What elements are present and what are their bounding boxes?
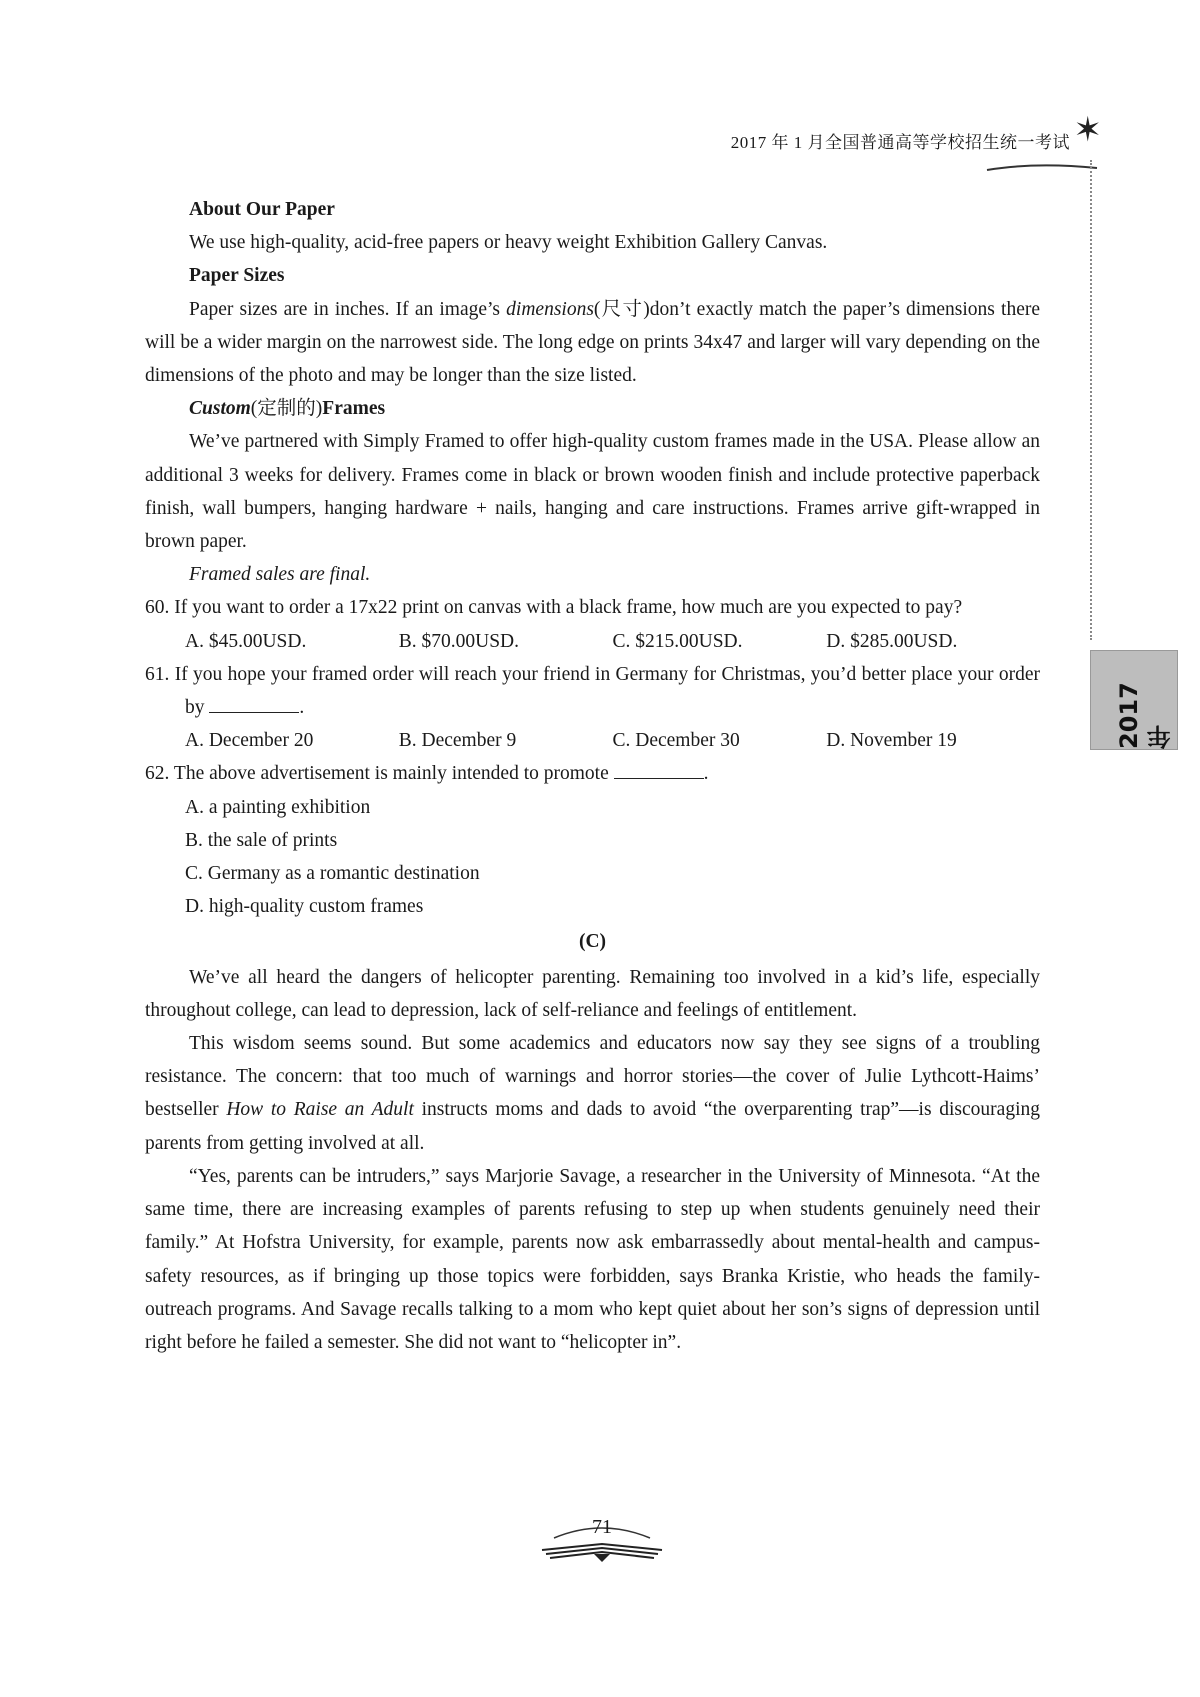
passage-c-paragraph-3: “Yes, parents can be intruders,” says Marjorie Savage, a researcher in the University of Minnesota. “At the same time, there are increasing examples of parents refusing to step up when students genuinely need their family.” At Hofstra University, for example, parents now ask embarrassedly about mental-health and campus-safety resources, as if bringing up those topics were forbidden, says Branka Kristie, who heads the family-outreach programs. And Savage recalls talking to a mom who kept quiet about her son’s signs of depression until right before he failed a semester. She did not want to “helicopter in”.	[145, 1165, 1040, 1353]
option-b: B. the sale of prints	[185, 829, 338, 851]
about-text: We use high-quality, acid-free papers or heavy weight Exhibition Gallery Canvas.	[189, 232, 828, 254]
option-d: D. November 19	[826, 730, 957, 752]
frames-text: We’ve partnered with Simply Framed to offer high-quality custom frames made in the USA. Please allow an additional 3 weeks for delivery. Frames come in black or brown wooden finish and include protective paperback finish, wall bumpers, hanging hardware + nails, hanging and care instructions. Frames arrive gift-wrapped in brown paper.	[145, 431, 1040, 553]
book-title: How to Raise an Adult	[226, 1099, 414, 1121]
option-c: C. December 30	[612, 730, 740, 752]
margin-dotted-line	[1090, 160, 1092, 640]
question-62	[145, 757, 1040, 923]
exam-header-title: 2017 年 1 月全国普通高等学校招生统一考试	[730, 133, 1070, 152]
option-b: B. December 9	[398, 730, 517, 752]
option-a: A. December 20	[185, 730, 314, 752]
option-a: A. a painting exhibition	[185, 796, 371, 818]
answer-blank	[614, 760, 704, 779]
header-swoosh-ornament	[985, 160, 1100, 174]
sizes-term: dimensions	[506, 298, 594, 320]
option-c: C. Germany as a romantic destination	[185, 863, 480, 885]
question-stem: 61. If you hope your framed order will reach your friend in Germany for Christmas, you’d better place your order by .	[145, 663, 1040, 719]
page-number-footer	[532, 1516, 672, 1539]
final-note: Framed sales are final.	[189, 564, 371, 586]
passage-c-paragraph-1: We’ve all heard the dangers of helicopter parenting. Remaining too involved in a kid’s life, especially throughout college, can lead to depression, lack of self-reliance and feelings of entitlement.	[145, 966, 1040, 1021]
page-content	[145, 193, 1040, 1359]
star-icon: ✶	[1073, 112, 1102, 149]
question-61	[145, 658, 1040, 758]
option-c: C. $215.00USD.	[612, 630, 743, 652]
passage-c-paragraph-2: This wisdom seems sound. But some academics and educators now say they see signs of a troubling resistance. The concern: that too much of warnings and horror stories—the cover of Julie Lythcott-Haims’ bestseller How to Raise an Adult instructs moms and dads to avoid “the overparenting trap”—is discouraging parents from getting involved at all.	[145, 1033, 1040, 1154]
option-row	[145, 625, 1040, 658]
answer-blank	[209, 694, 299, 713]
frames-heading: Custom(定制的)Frames	[189, 398, 386, 420]
sizes-heading: Paper Sizes	[189, 265, 285, 287]
question-stem: 60. If you want to order a 17x22 print on canvas with a black frame, how much are you expected to pay?	[145, 597, 963, 619]
year-side-tab	[1090, 650, 1178, 750]
sizes-paragraph: Paper sizes are in inches. If an image’s dimensions(尺寸)don’t exactly match the paper’s dimensions there will be a wider margin on the narrowest side. The long edge on prints 34x47 and larger will vary depending on the dimensions of the photo and may be longer than the size listed.	[145, 298, 1040, 387]
option-d: D. high-quality custom frames	[185, 896, 424, 918]
option-d: D. $285.00USD.	[826, 630, 958, 652]
page-number: 71	[592, 1516, 612, 1538]
about-heading: About Our Paper	[189, 199, 335, 220]
sizes-gloss: (尺寸)	[593, 298, 650, 320]
question-60	[145, 591, 1040, 657]
option-b: B. $70.00USD.	[398, 630, 520, 652]
year-tab-label: 2017年	[1115, 682, 1175, 749]
option-a: A. $45.00USD.	[185, 630, 307, 652]
option-row	[145, 724, 1040, 757]
section-c-label: (C)	[578, 931, 607, 953]
question-stem: 62. The above advertisement is mainly intended to promote .	[145, 757, 1040, 790]
